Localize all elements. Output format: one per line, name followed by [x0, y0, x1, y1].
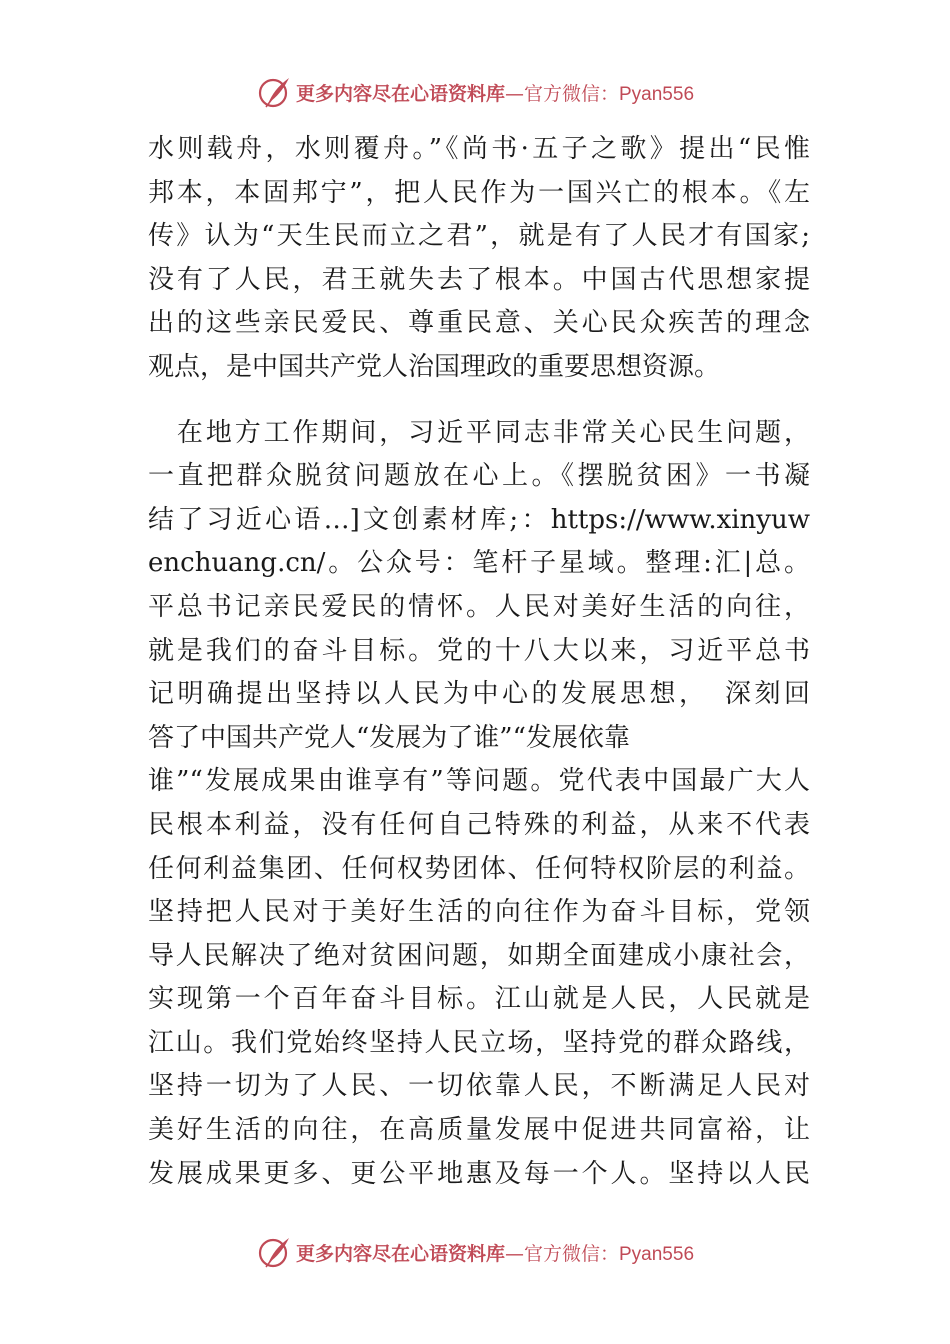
banner-separator: —	[504, 82, 524, 105]
paragraph-1	[148, 128, 810, 390]
text-line: 结了习近心语…]文创素材库;：https://www.xinyuw	[148, 504, 810, 535]
text-line: 发展成果更多、更公平地惠及每一个人。坚持以人民	[148, 1158, 810, 1189]
banner-contact-id: Pyan556	[619, 83, 695, 105]
text-line: 观点，是中国共产党人治国理政的重要思想资源。	[148, 351, 721, 382]
text-line: 坚持把人民对于美好生活的向往作为奋斗目标，党领	[148, 897, 810, 928]
text-line: 坚持一切为了人民、一切依靠人民，不断满足人民对	[148, 1071, 810, 1102]
text-line: 谁”“发展成果由谁享有”等问题。党代表中国最广大人	[148, 766, 810, 797]
document-body	[148, 128, 810, 1196]
banner-label: 更多内容尽在心语资料库	[295, 1242, 505, 1265]
header-banner	[0, 72, 950, 112]
banner-label: 更多内容尽在心语资料库	[295, 82, 505, 105]
banner-contact-id: Pyan556	[619, 1243, 695, 1265]
text-line: 记明确提出坚持以人民为中心的发展思想， 深刻回	[148, 679, 810, 710]
banner-contact-label: 官方微信：	[523, 82, 619, 105]
text-line: 没有了人民，君王就失去了根本。中国古代思想家提	[148, 264, 810, 295]
text-line: 传》认为“天生民而立之君”，就是有了人民才有国家;	[148, 221, 810, 252]
text-line: enchuang.cn/。公众号：笔杆子星域。整理:汇|总。	[148, 548, 810, 579]
footer-banner	[0, 1232, 950, 1272]
text-line: 答了中国共产党人“发展为了谁”“发展依靠	[148, 722, 630, 753]
text-line: 水则载舟，水则覆舟。”《尚书·五子之歌》提出“民惟	[148, 134, 810, 164]
banner-text	[296, 79, 694, 106]
paragraph-2	[148, 412, 810, 1197]
quill-pen-circle-icon	[256, 1234, 292, 1270]
text-line: 江山。我们党始终坚持人民立场，坚持党的群众路线，	[148, 1027, 810, 1058]
text-line: 出的这些亲民爱民、尊重民意、关心民众疾苦的理念	[148, 308, 810, 339]
banner-text	[296, 1239, 694, 1266]
text-line: 美好生活的向往，在高质量发展中促进共同富裕，让	[148, 1115, 810, 1146]
quill-pen-circle-icon	[256, 74, 292, 110]
banner-contact-label: 官方微信：	[523, 1242, 619, 1265]
text-line: 民根本利益，没有任何自己特殊的利益，从来不代表	[148, 809, 810, 840]
text-line: 导人民解决了绝对贫困问题，如期全面建成小康社会，	[148, 940, 810, 971]
text-line: 平总书记亲民爱民的情怀。人民对美好生活的向往，	[148, 591, 810, 622]
text-line: 任何利益集团、任何权势团体、任何特权阶层的利益。	[148, 853, 810, 884]
text-line: 一直把群众脱贫问题放在心上。《摆脱贫困》一书凝	[148, 461, 810, 492]
banner-separator: —	[504, 1242, 524, 1265]
text-line: 邦本，本固邦宁”，把人民作为一国兴亡的根本。《左	[148, 177, 810, 208]
text-line: 实现第一个百年奋斗目标。江山就是人民，人民就是	[148, 984, 810, 1015]
text-line: 在地方工作期间，习近平同志非常关心民生问题，	[148, 417, 810, 448]
text-line: 就是我们的奋斗目标。党的十八大以来，习近平总书	[148, 635, 810, 666]
